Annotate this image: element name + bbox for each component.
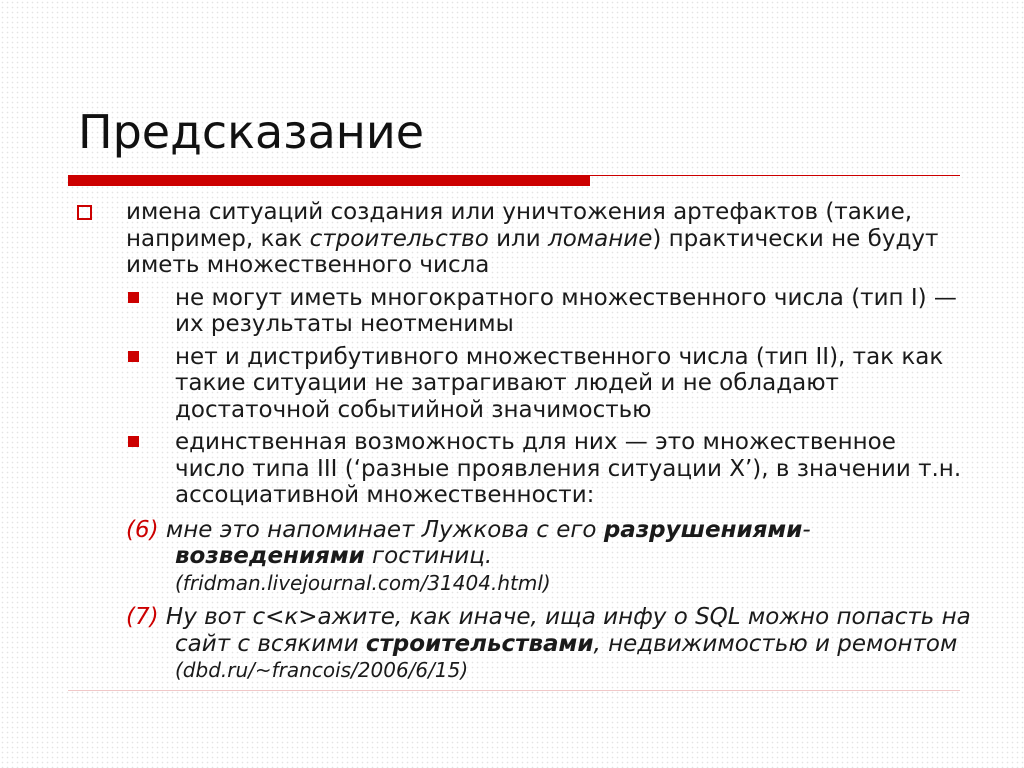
title-rule-thick xyxy=(68,176,590,186)
example-6 xyxy=(126,517,966,597)
bullet-item-1 xyxy=(126,199,956,279)
bullet-emphasis: строительство xyxy=(309,225,489,252)
filled-square-bullet-icon xyxy=(128,351,139,362)
footer-rule xyxy=(68,690,960,691)
filled-square-bullet-icon xyxy=(128,292,139,303)
example-number: (7) xyxy=(126,604,159,630)
hollow-square-bullet-icon xyxy=(77,205,92,220)
sub-bullet-text: единственная возможность для них — это множественное число типа III (‘разные проявления ситуации X’), в значении т.н. ассоциативной множественности: xyxy=(175,429,962,508)
example-text-part: , недвижимостью и ремонтом xyxy=(593,630,958,657)
example-source: (fridman.livejournal.com/31404.html) xyxy=(175,570,551,595)
example-text-part: - xyxy=(802,516,811,543)
example-bold: возведениями xyxy=(175,543,365,569)
example-bold: разрушениями xyxy=(603,516,803,543)
example-source: (dbd.ru/~francois/2006/6/15) xyxy=(175,658,469,682)
bullet-text-part: ) практически не будут иметь множественного числа xyxy=(126,225,939,278)
filled-square-bullet-icon xyxy=(128,436,139,447)
example-text-part: гостиниц. xyxy=(364,543,493,569)
slide-content xyxy=(0,199,1024,684)
bullet-text-part: или xyxy=(488,225,548,252)
example-text-part: мне это напоминает Лужкова с его xyxy=(165,516,604,543)
example-7 xyxy=(126,604,1015,684)
slide-title: Предсказание xyxy=(78,105,425,159)
example-bold: строительствами xyxy=(365,630,594,657)
example-text-part: Ну вот с<к>ажите, как иначе, ища инфу о SQL можно попасть на сайт с всякими xyxy=(165,604,971,657)
bullet-text-part: имена ситуаций создания или уничтожения артефактов (такие, например, как xyxy=(126,199,913,252)
sub-bullet-text: нет и дистрибутивного множественного числа (тип II), так как такие ситуации не затрагивают людей и не обладают достаточной событийной значимостью xyxy=(175,343,944,423)
bullet-emphasis: ломание xyxy=(548,225,653,252)
sub-bullet-text: не могут иметь многократного множественного числа (тип I) — их результаты неотменимы xyxy=(175,284,957,337)
sub-bullet-item-2 xyxy=(175,344,965,424)
example-number: (6) xyxy=(126,516,159,543)
sub-bullet-item-3 xyxy=(175,429,965,509)
sub-bullet-item-1 xyxy=(175,285,965,338)
example-continuation xyxy=(126,543,966,596)
